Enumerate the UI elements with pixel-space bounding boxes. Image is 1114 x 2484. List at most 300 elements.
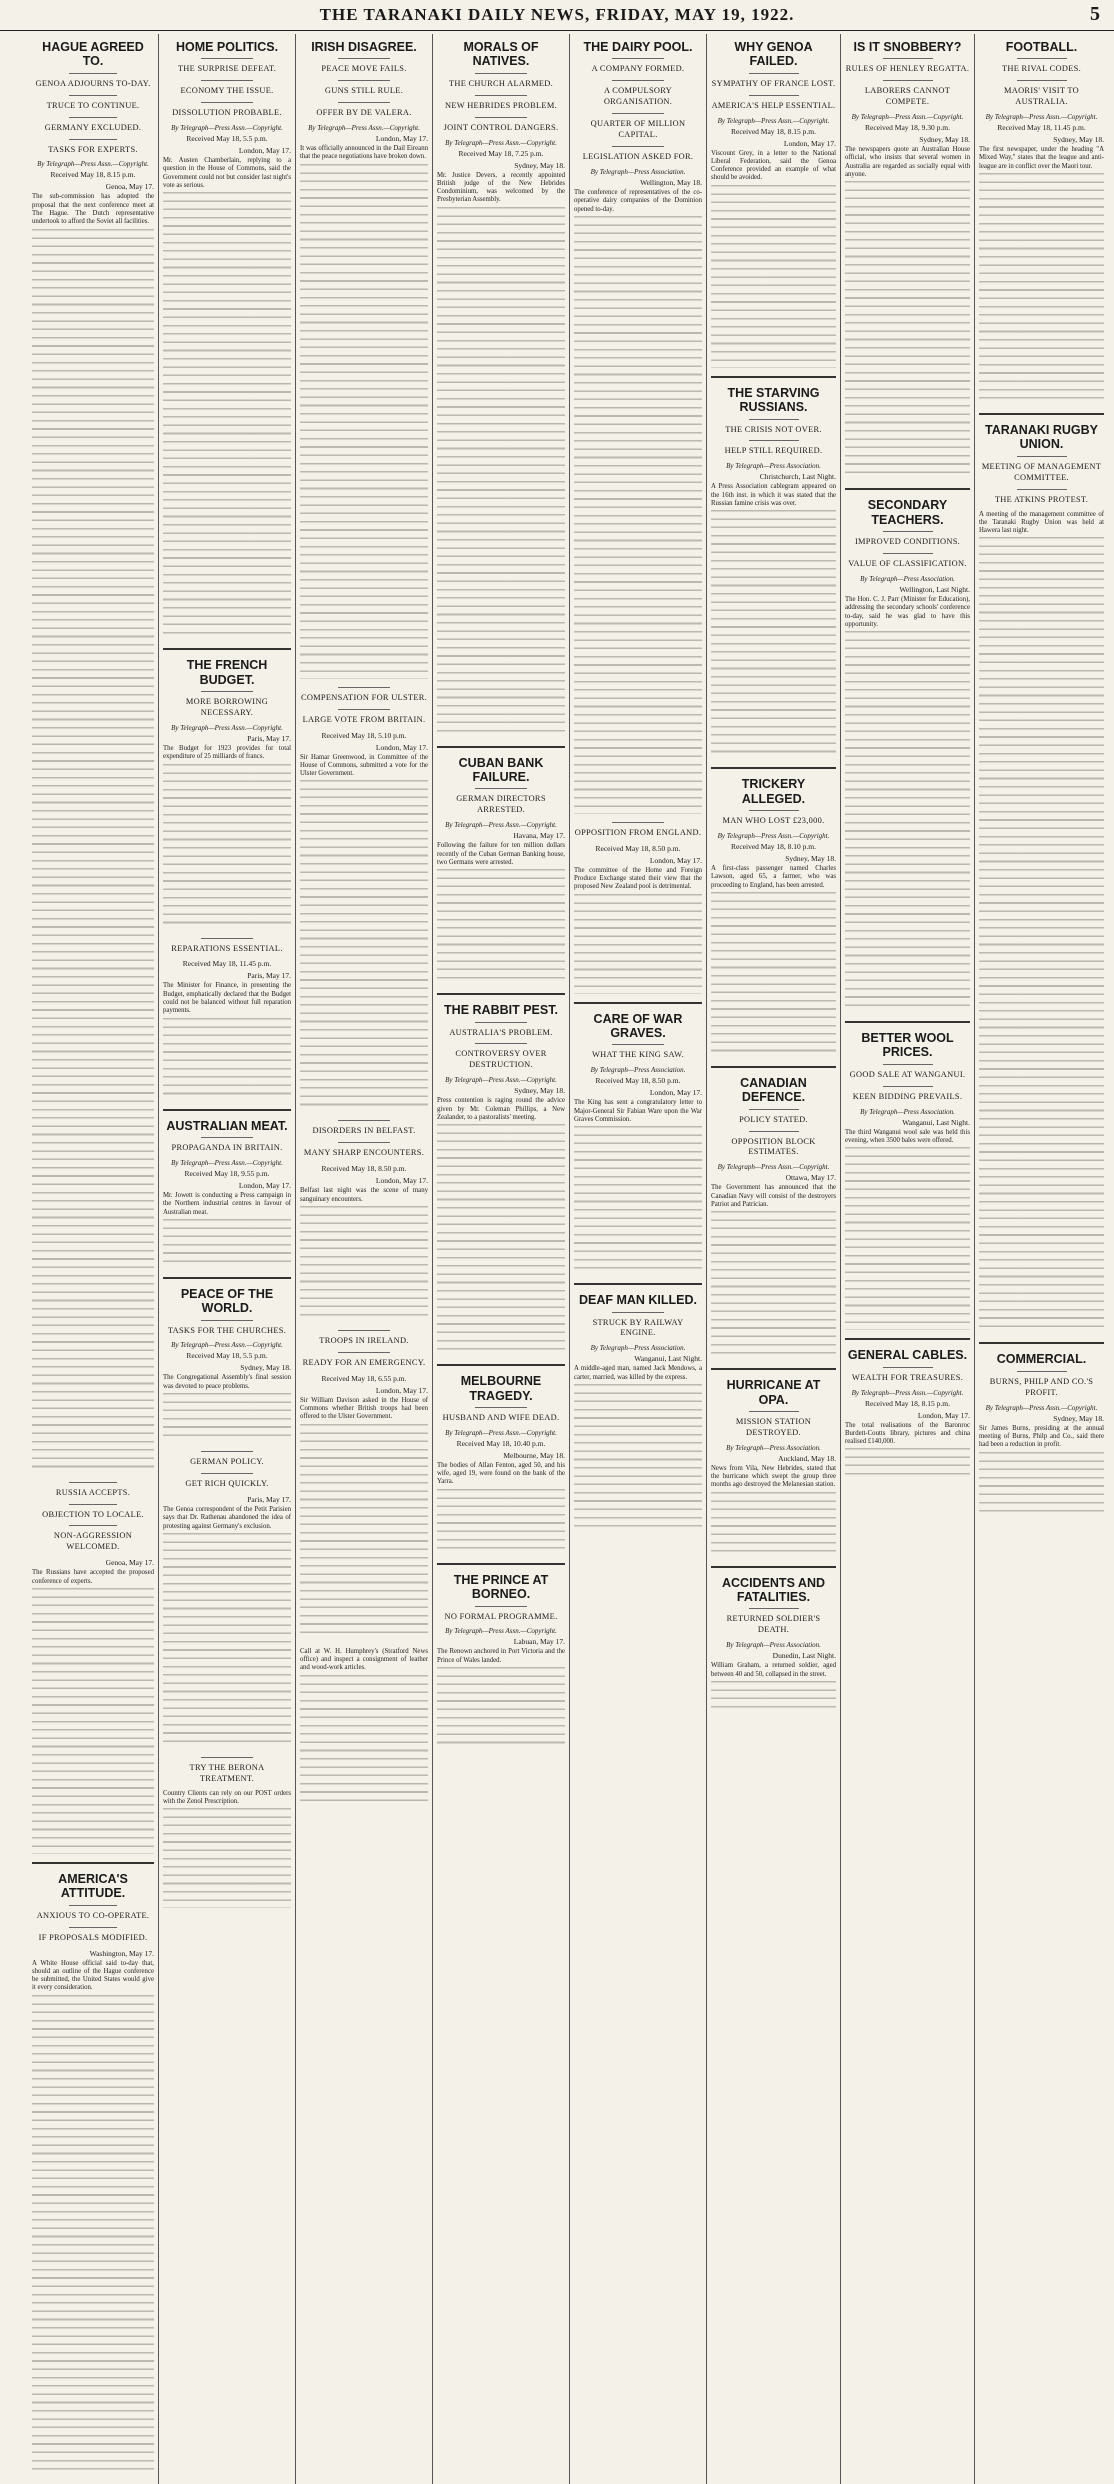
credit-line: By Telegraph—Press Assn.—Copyright. bbox=[445, 821, 557, 830]
section-divider bbox=[437, 993, 565, 995]
section-divider bbox=[845, 1021, 970, 1023]
article-headline: HOME POLITICS. bbox=[175, 40, 279, 54]
article-headline: HAGUE AGREED TO. bbox=[42, 40, 144, 69]
credit-line: By Telegraph—Press Association. bbox=[860, 574, 955, 583]
article bbox=[845, 1021, 970, 1330]
credit-line: By Telegraph—Press Association. bbox=[726, 1443, 821, 1452]
article-headline: THE PRINCE AT BORNEO. bbox=[453, 1572, 549, 1602]
article bbox=[845, 1338, 970, 1481]
credit-line: By Telegraph—Press Assn.—Copyright. bbox=[171, 723, 283, 732]
received-line: Received May 18, 5.10 p.m. bbox=[321, 730, 407, 740]
news-column bbox=[569, 34, 706, 2484]
sub-headline: THE CHURCH ALARMED. bbox=[448, 78, 554, 88]
article-headline: AUSTRALIAN MEAT. bbox=[166, 1118, 288, 1133]
credit-line: By Telegraph—Press Assn.—Copyright. bbox=[37, 160, 149, 169]
received-line: Received May 18, 8.50 p.m. bbox=[595, 843, 681, 853]
masthead bbox=[0, 0, 1114, 31]
article bbox=[300, 1648, 428, 1808]
article bbox=[437, 34, 565, 738]
sub-headline: A COMPULSORY ORGANISATION. bbox=[603, 86, 673, 107]
body-text-lines bbox=[300, 1675, 428, 1808]
article-body: Viscount Grey, in a letter to the National Liberal Federation, said the Genoa Conference provided an example of what should be avoided. bbox=[711, 149, 836, 182]
article-body: The Budget for 1923 provides for total expenditure of 25 milliards of francs. bbox=[163, 744, 291, 761]
sub-headline: MAORIS' VISIT TO AUSTRALIA. bbox=[1003, 86, 1080, 107]
dateline: Labuan, May 17. bbox=[513, 1637, 565, 1647]
sub-rule bbox=[475, 788, 526, 789]
body-text-lines bbox=[711, 1211, 836, 1360]
sub-headline: HELP STILL REQUIRED. bbox=[724, 446, 823, 456]
body-text-lines bbox=[437, 207, 565, 738]
article bbox=[711, 376, 836, 759]
sub-headline: MISSION STATION DESTROYED. bbox=[735, 1416, 812, 1437]
sub-headline: CONTROVERSY OVER DESTRUCTION. bbox=[455, 1049, 547, 1070]
sub-headline: OPPOSITION FROM ENGLAND. bbox=[574, 827, 702, 837]
article-body: A Press Association cablegram appeared on the 16th inst. in which it was stated that the Russian famine crisis was over. bbox=[711, 483, 836, 507]
article-headline: FOOTBALL. bbox=[1005, 40, 1078, 54]
sub-rule bbox=[201, 938, 252, 939]
credit-line: By Telegraph—Press Association. bbox=[726, 1641, 821, 1650]
body-text-lines bbox=[845, 631, 970, 1013]
received-line: Received May 18, 11.45 p.m. bbox=[997, 123, 1086, 133]
news-columns bbox=[28, 34, 1108, 1992]
section-divider bbox=[711, 376, 836, 378]
article-body: The total realisations of the Baronroc Burdett-Coutts library, pictures and china realised £140,000. bbox=[845, 1421, 970, 1446]
sub-rule bbox=[338, 1352, 389, 1353]
body-text-lines bbox=[437, 869, 565, 985]
article-headline: THE FRENCH BUDGET. bbox=[186, 658, 268, 687]
dateline: London, May 17. bbox=[783, 138, 836, 148]
credit-line: By Telegraph—Press Assn.—Copyright. bbox=[445, 1428, 557, 1437]
article-body: It was officially announced in the Dail Eireann that the peace negotiations have broken down. bbox=[300, 145, 428, 161]
sub-headline: IF PROPOSALS MODIFIED. bbox=[38, 1932, 148, 1942]
sub-headline: REPARATIONS ESSENTIAL. bbox=[171, 943, 283, 953]
section-divider bbox=[437, 1364, 565, 1366]
dateline: Ottawa, May 17. bbox=[785, 1173, 836, 1183]
body-text-lines bbox=[300, 164, 428, 679]
article bbox=[711, 1368, 836, 1557]
credit-line: By Telegraph—Press Assn.—Copyright. bbox=[717, 831, 830, 840]
article-headline: CARE OF WAR GRAVES. bbox=[593, 1011, 683, 1040]
sub-rule bbox=[69, 1525, 118, 1526]
sub-headline: THE RIVAL CODES. bbox=[1001, 64, 1081, 74]
sub-headline: BURNS, PHILP AND CO.'S PROFIT. bbox=[989, 1376, 1094, 1397]
article bbox=[163, 34, 291, 640]
sub-headline: READY FOR AN EMERGENCY. bbox=[302, 1357, 426, 1367]
sub-rule bbox=[1017, 58, 1067, 59]
dateline: London, May 17. bbox=[375, 134, 428, 144]
dateline: London, May 17. bbox=[238, 1180, 291, 1190]
dateline: Sydney, May 18. bbox=[1053, 1413, 1104, 1423]
section-divider bbox=[163, 1277, 291, 1279]
sub-rule bbox=[1017, 80, 1067, 81]
article-body: William Graham, a returned soldier, aged between 40 and 50, collapsed in the street. bbox=[711, 1662, 836, 1678]
article-body: The newspapers quote an Australian House official, who insists that several women in Australia are regarded as socially equal with anyone. bbox=[845, 146, 970, 179]
sub-rule bbox=[338, 1142, 389, 1143]
dateline: Paris, May 17. bbox=[247, 1494, 291, 1504]
article-headline: THE STARVING RUSSIANS. bbox=[727, 385, 820, 415]
article-headline: THE RABBIT PEST. bbox=[444, 1003, 558, 1018]
section-divider bbox=[163, 1109, 291, 1111]
body-text-lines bbox=[300, 780, 428, 1112]
article-body: The first newspaper, under the heading "A Mixed Way," states that the league and anti-league are in conflict over the Maori tour. bbox=[979, 146, 1104, 170]
article-body: Country Clients can rely on our POST orders with the Zenol Prescription. bbox=[163, 1789, 291, 1805]
article-headline: IS IT SNOBBERY? bbox=[853, 40, 962, 54]
sub-rule bbox=[883, 553, 933, 554]
credit-line: By Telegraph—Press Association. bbox=[590, 1344, 686, 1353]
sub-headline: HUSBAND AND WIFE DEAD. bbox=[442, 1412, 560, 1422]
page-number: 5 bbox=[1090, 3, 1100, 25]
sub-rule bbox=[338, 102, 389, 103]
sub-rule bbox=[69, 1504, 118, 1505]
sub-headline: WHAT THE KING SAW. bbox=[591, 1050, 685, 1060]
article-headline: SECONDARY TEACHERS. bbox=[867, 498, 948, 527]
dateline: Havana, May 17. bbox=[513, 831, 565, 841]
news-column bbox=[706, 34, 840, 2484]
article-body: A middle-aged man, named Jack Mendows, a carter, married, was killed by the express. bbox=[574, 1365, 702, 1381]
sub-rule bbox=[201, 691, 252, 692]
sub-headline: GOOD SALE AT WANGANUI. bbox=[849, 1069, 966, 1079]
body-text-lines bbox=[845, 181, 970, 480]
sub-rule bbox=[475, 1043, 526, 1044]
sub-headline: VALUE OF CLASSIFICATION. bbox=[848, 559, 967, 568]
article bbox=[711, 1566, 836, 1714]
dateline: London, May 17. bbox=[917, 1410, 970, 1420]
sub-rule bbox=[749, 1411, 799, 1412]
sub-rule bbox=[69, 1482, 118, 1483]
article-headline: AMERICA'S ATTITUDE. bbox=[58, 1871, 128, 1901]
body-text-lines bbox=[437, 1124, 565, 1356]
article-headline: THE DAIRY POOL. bbox=[583, 40, 693, 54]
section-divider bbox=[845, 1338, 970, 1340]
sub-headline: SYMPATHY OF FRANCE LOST. bbox=[711, 78, 836, 88]
sub-rule bbox=[883, 1367, 933, 1368]
dateline: London, May 17. bbox=[375, 1176, 428, 1186]
sub-rule bbox=[883, 1064, 933, 1065]
sub-rule bbox=[749, 1109, 799, 1110]
sub-rule bbox=[69, 139, 118, 140]
received-line: Received May 18, 8.15 p.m. bbox=[50, 170, 136, 180]
article-body: A first-class passenger named Charles Lawson, aged 65, a farmer, who was proceeding to England, has been arrested. bbox=[711, 864, 836, 889]
sub-headline: TROOPS IN IRELAND. bbox=[319, 1335, 409, 1345]
sub-rule bbox=[201, 1137, 252, 1138]
sub-headline: TRUCE TO CONTINUE. bbox=[46, 100, 140, 110]
article bbox=[32, 34, 154, 1474]
dateline: Sydney, May 18. bbox=[919, 135, 970, 145]
sub-rule bbox=[1017, 456, 1067, 457]
body-text-lines bbox=[163, 192, 291, 640]
received-line: Received May 18, 8.50 p.m. bbox=[321, 1164, 407, 1174]
section-divider bbox=[32, 1862, 154, 1864]
sub-headline: ECONOMY THE ISSUE. bbox=[180, 86, 274, 96]
sub-rule bbox=[1017, 489, 1067, 490]
sub-rule bbox=[201, 1473, 252, 1474]
body-text-lines bbox=[711, 1681, 836, 1714]
news-column bbox=[974, 34, 1108, 2484]
sub-headline: OFFER BY DE VALERA. bbox=[316, 108, 412, 118]
dateline: Genoa, May 17. bbox=[105, 1558, 154, 1568]
sub-headline: GET RICH QUICKLY. bbox=[185, 1479, 269, 1488]
article-body: Belfast last night was the scene of many sanguinary encounters. bbox=[300, 1187, 428, 1203]
body-text-lines bbox=[845, 1147, 970, 1330]
sub-headline: POLICY STATED. bbox=[739, 1114, 808, 1124]
article-body: The Russians have accepted the proposed conference of experts. bbox=[32, 1569, 154, 1585]
sub-rule bbox=[749, 440, 799, 441]
credit-line: By Telegraph—Press Assn.—Copyright. bbox=[308, 124, 420, 133]
article-body: Sir James Burns, presiding at the annual meeting of Burns, Philp and Co., said there had been a reduction in profit. bbox=[979, 1424, 1104, 1449]
credit-line: By Telegraph—Press Assn.—Copyright. bbox=[171, 1341, 283, 1350]
sub-rule bbox=[475, 95, 526, 96]
credit-line: By Telegraph—Press Assn.—Copyright. bbox=[851, 1388, 964, 1397]
section-divider bbox=[163, 648, 291, 650]
article bbox=[163, 1451, 291, 1749]
body-text-lines bbox=[163, 1808, 291, 1908]
sub-headline: WEALTH FOR TREASURES. bbox=[851, 1372, 964, 1382]
newspaper-title: THE TARANAKI DAILY NEWS, FRIDAY, MAY 19, 1922. bbox=[319, 5, 795, 24]
sub-headline: QUARTER OF MILLION CAPITAL. bbox=[590, 119, 686, 140]
dateline: Sydney, May 18. bbox=[240, 1363, 291, 1373]
section-divider bbox=[979, 413, 1104, 415]
article-body: The bodies of Allan Fenton, aged 50, and his wife, aged 19, were found on the bank of the Yarra. bbox=[437, 1461, 565, 1486]
sub-headline: JOINT CONTROL DANGERS. bbox=[443, 122, 559, 132]
credit-line: By Telegraph—Press Association. bbox=[860, 1107, 955, 1116]
section-divider bbox=[845, 488, 970, 490]
sub-headline: MORE BORROWING NECESSARY. bbox=[185, 697, 269, 717]
sub-rule bbox=[612, 58, 663, 59]
article-headline: COMMERCIAL. bbox=[996, 1352, 1087, 1367]
sub-headline: OPPOSITION BLOCK ESTIMATES. bbox=[731, 1136, 816, 1157]
sub-headline: LABORERS CANNOT COMPETE. bbox=[864, 86, 951, 107]
article bbox=[163, 1757, 291, 1908]
dateline: Dunedin, Last Night. bbox=[772, 1651, 836, 1661]
sub-headline: GERMAN POLICY. bbox=[190, 1457, 264, 1467]
section-divider bbox=[711, 1066, 836, 1068]
article-body: The Congregational Assembly's final session was devoted to peace problems. bbox=[163, 1374, 291, 1390]
article bbox=[32, 1482, 154, 1854]
article-body: A White House official said to-day that, should an outline of the Hague conference be submitted, the United States would give it every consideration. bbox=[32, 1959, 154, 1992]
sub-rule bbox=[338, 687, 389, 688]
sub-headline: GUNS STILL RULE. bbox=[324, 86, 404, 96]
news-column bbox=[840, 34, 974, 2484]
dateline: Sydney, May 18. bbox=[514, 160, 565, 170]
sub-headline: AMERICA'S HELP ESSENTIAL. bbox=[711, 100, 836, 110]
section-divider bbox=[574, 1002, 702, 1004]
credit-line: By Telegraph—Press Assn.—Copyright. bbox=[445, 1627, 557, 1636]
body-text-lines bbox=[574, 1384, 702, 1533]
article bbox=[300, 1120, 428, 1321]
sub-headline: ANXIOUS TO CO-OPERATE. bbox=[36, 1910, 150, 1920]
sub-rule bbox=[749, 810, 799, 811]
article bbox=[979, 413, 1104, 1334]
sub-rule bbox=[612, 113, 663, 114]
section-divider bbox=[437, 1563, 565, 1565]
body-text-lines bbox=[300, 1424, 428, 1640]
sub-headline: RUSSIA ACCEPTS. bbox=[55, 1487, 131, 1497]
sub-headline: PEACE MOVE FAILS. bbox=[321, 64, 407, 74]
article bbox=[437, 746, 565, 985]
credit-line: By Telegraph—Press Association. bbox=[590, 1066, 686, 1075]
sub-headline: NO FORMAL PROGRAMME. bbox=[444, 1611, 558, 1621]
sub-headline: DISORDERS IN BELFAST. bbox=[312, 1126, 416, 1136]
sub-rule bbox=[612, 80, 663, 81]
sub-headline: COMPENSATION FOR ULSTER. bbox=[300, 692, 428, 702]
article-headline: WHY GENOA FAILED. bbox=[734, 40, 813, 69]
sub-headline: MANY SHARP ENCOUNTERS. bbox=[303, 1148, 425, 1158]
section-divider bbox=[711, 1368, 836, 1370]
article bbox=[437, 1563, 565, 1750]
article bbox=[437, 1364, 565, 1555]
sub-rule bbox=[749, 419, 799, 420]
sub-rule bbox=[69, 117, 118, 118]
sub-headline: TASKS FOR THE CHURCHES. bbox=[167, 1325, 287, 1335]
sub-rule bbox=[612, 146, 663, 147]
sub-headline: PROPAGANDA IN BRITAIN. bbox=[171, 1143, 283, 1152]
dateline: Sydney, May 18. bbox=[785, 853, 836, 863]
received-line: Received May 18, 9.55 p.m. bbox=[184, 1168, 270, 1178]
credit-line: By Telegraph—Press Assn.—Copyright. bbox=[985, 113, 1098, 122]
sub-headline: RETURNED SOLDIER'S DEATH. bbox=[726, 1614, 821, 1635]
dateline: London, May 17. bbox=[238, 146, 291, 156]
section-divider bbox=[574, 1283, 702, 1285]
article-body: The Renown anchored in Port Victoria and the Prince of Wales landed. bbox=[437, 1648, 565, 1664]
article bbox=[574, 1002, 702, 1276]
body-text-lines bbox=[163, 1219, 291, 1269]
credit-line: By Telegraph—Press Assn.—Copyright. bbox=[851, 113, 964, 122]
sub-headline: GERMAN DIRECTORS ARRESTED. bbox=[456, 794, 546, 815]
article bbox=[163, 648, 291, 929]
article-body: Following the failure for ten million dollars recently of the Cuban German Banking house, two Germans were arrested. bbox=[437, 842, 565, 866]
received-line: Received May 18, 10.40 p.m. bbox=[456, 1438, 546, 1448]
sub-headline: A COMPANY FORMED. bbox=[591, 64, 685, 74]
credit-line: By Telegraph—Press Assn.—Copyright. bbox=[171, 1158, 283, 1167]
section-divider bbox=[711, 767, 836, 769]
dateline: Washington, May 17. bbox=[89, 1948, 154, 1958]
body-text-lines bbox=[32, 1588, 154, 1854]
section-divider bbox=[437, 746, 565, 748]
sub-rule bbox=[475, 1606, 526, 1607]
article-headline: GENERAL CABLES. bbox=[847, 1348, 968, 1363]
news-column bbox=[432, 34, 569, 2484]
sub-rule bbox=[475, 117, 526, 118]
article-body: The committee of the Home and Foreign Produce Exchange stated their view that the proposed New Zealand pool is detrimental. bbox=[574, 866, 702, 891]
body-text-lines bbox=[979, 173, 1104, 405]
article-headline: IRISH DISAGREE. bbox=[311, 40, 417, 54]
sub-rule bbox=[475, 73, 526, 74]
article bbox=[163, 1109, 291, 1269]
article bbox=[845, 488, 970, 1013]
article-body: Mr. Jowett is conducting a Press campaign in the Northern industrial centres in favour of Australian meat. bbox=[163, 1191, 291, 1216]
body-text-lines bbox=[979, 1452, 1104, 1518]
article-body: The Government has announced that the Canadian Navy will consist of the destroyers Patriot and Patrician. bbox=[711, 1184, 836, 1208]
dateline: Sydney, May 18. bbox=[514, 1086, 565, 1096]
body-text-lines bbox=[574, 1126, 702, 1275]
sub-headline: TRY THE BERONA TREATMENT. bbox=[189, 1762, 265, 1783]
body-text-lines bbox=[437, 1667, 565, 1750]
sub-headline: GENOA ADJOURNS TO-DAY. bbox=[35, 78, 151, 88]
article bbox=[32, 1862, 154, 2476]
credit-line: By Telegraph—Press Assn.—Copyright. bbox=[445, 1076, 557, 1085]
sub-rule bbox=[612, 1312, 663, 1313]
article bbox=[979, 1342, 1104, 1517]
article-headline: MORALS OF NATIVES. bbox=[463, 40, 539, 69]
sub-rule bbox=[1017, 1371, 1067, 1372]
credit-line: By Telegraph—Press Association. bbox=[726, 462, 821, 471]
article-headline: HURRICANE AT OPA. bbox=[726, 1378, 821, 1407]
sub-headline: OBJECTION TO LOCALE. bbox=[42, 1509, 144, 1519]
sub-rule bbox=[201, 80, 252, 81]
received-line: Received May 18, 5.5 p.m. bbox=[186, 134, 268, 144]
sub-rule bbox=[338, 709, 389, 710]
dateline: Wellington, May 18. bbox=[640, 177, 702, 187]
sub-rule bbox=[69, 95, 118, 96]
article bbox=[437, 993, 565, 1356]
received-line: Received May 18, 6.55 p.m. bbox=[321, 1373, 407, 1383]
sub-rule bbox=[338, 1330, 389, 1331]
dateline: Melbourne, May 18. bbox=[503, 1450, 565, 1460]
article-body: The Minister for Finance, in presenting the Budget, emphatically declared that the Budget could not be balanced without full reparation payments. bbox=[163, 982, 291, 1015]
credit-line: By Telegraph—Press Assn.—Copyright. bbox=[445, 138, 557, 147]
article bbox=[163, 938, 291, 1101]
sub-rule bbox=[749, 73, 799, 74]
article-body: Call at W. H. Humphrey's (Stratford News office) and inspect a consignment of leather and wood-work articles. bbox=[300, 1647, 428, 1672]
news-column bbox=[28, 34, 158, 2484]
sub-rule bbox=[612, 822, 663, 823]
sub-headline: DISSOLUTION PROBABLE. bbox=[172, 108, 282, 118]
received-line: Received May 18, 9.30 p.m. bbox=[865, 123, 950, 133]
article-body: Mr. Austen Chamberlain, replying to a question in the House of Commons, said the Government could not but consider last night's vote as serious. bbox=[163, 157, 291, 190]
article-body: The Genoa correspondent of the Petit Parisien says that Dr. Rathenau abandoned the idea of protesting against Germany's exclusion. bbox=[163, 1505, 291, 1530]
dateline: London, May 17. bbox=[375, 1385, 428, 1395]
sub-headline: IMPROVED CONDITIONS. bbox=[854, 537, 961, 547]
sub-headline: NEW HEBRIDES PROBLEM. bbox=[444, 100, 557, 110]
sub-headline: MAN WHO LOST £23,000. bbox=[722, 816, 825, 826]
article bbox=[574, 822, 702, 994]
article-headline: MELBOURNE TRAGEDY. bbox=[460, 1374, 542, 1403]
sub-rule bbox=[201, 102, 252, 103]
body-text-lines bbox=[163, 764, 291, 930]
article bbox=[711, 34, 836, 368]
article bbox=[574, 1283, 702, 1533]
article-body: The Hon. C. J. Parr (Minister for Education), addressing the secondary schools' conference to-day, said he was glad to have this opportunity. bbox=[845, 595, 970, 628]
dateline: Christchurch, Last Night. bbox=[759, 472, 836, 482]
sub-rule bbox=[749, 1131, 799, 1132]
sub-headline: AUSTRALIA'S PROBLEM. bbox=[449, 1027, 553, 1037]
credit-line: By Telegraph—Press Assn.—Copyright. bbox=[717, 1163, 830, 1172]
body-text-lines bbox=[711, 892, 836, 1058]
article-body: News from Vila, New Hebrides, stated that the hurricane which swept the group three months ago destroyed the Melanesian station. bbox=[711, 1464, 836, 1489]
article bbox=[711, 1066, 836, 1360]
article bbox=[300, 687, 428, 1113]
sub-rule bbox=[201, 1320, 252, 1321]
dateline: Paris, May 17. bbox=[247, 971, 291, 981]
article-headline: CUBAN BANK FAILURE. bbox=[458, 755, 544, 785]
section-divider bbox=[979, 1342, 1104, 1344]
sub-rule bbox=[883, 531, 933, 532]
sub-rule bbox=[883, 1086, 933, 1087]
dateline: London, May 17. bbox=[649, 855, 702, 865]
sub-headline: NON-AGGRESSION WELCOMED. bbox=[53, 1531, 133, 1552]
dateline: London, May 17. bbox=[649, 1088, 702, 1098]
body-text-lines bbox=[163, 1393, 291, 1443]
sub-rule bbox=[883, 58, 933, 59]
body-text-lines bbox=[32, 229, 154, 1474]
sub-headline: THE SURPRISE DEFEAT. bbox=[177, 64, 277, 74]
article-headline: CANADIAN DEFENCE. bbox=[740, 1075, 807, 1105]
sub-rule bbox=[475, 1022, 526, 1023]
received-line: Received May 18, 8.15 p.m. bbox=[865, 1398, 950, 1408]
article-body: A meeting of the management committee of the Taranaki Rugby Union was held at Hawera last night. bbox=[979, 510, 1104, 535]
article-headline: ACCIDENTS AND FATALITIES. bbox=[721, 1575, 825, 1605]
body-text-lines bbox=[711, 510, 836, 759]
